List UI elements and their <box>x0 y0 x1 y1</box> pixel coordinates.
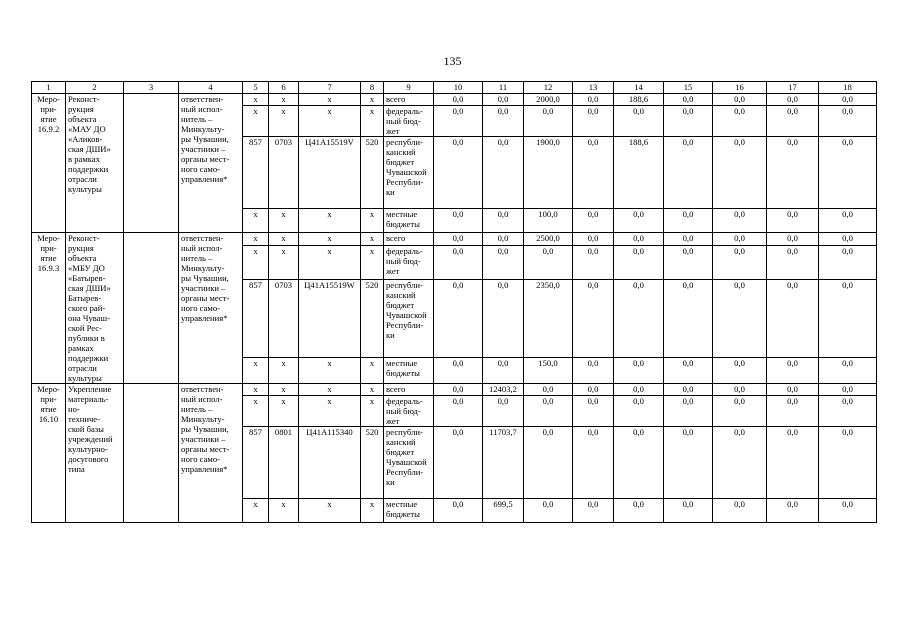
header-cell: 10 <box>434 82 483 94</box>
code-cell: x <box>361 94 384 106</box>
value-cell: 0,0 <box>767 137 819 209</box>
value-cell: 0,0 <box>713 233 767 246</box>
header-cell: 12 <box>524 82 573 94</box>
value-cell: 0,0 <box>819 499 877 523</box>
value-cell: 0,0 <box>614 384 664 396</box>
executor-cell: ответствен- ный испол- нитель – Минкульту- ры Чувашии, участники – органы мест- ного само- управления* <box>179 233 243 384</box>
header-cell: 13 <box>573 82 614 94</box>
value-cell: 0,0 <box>664 357 713 383</box>
code-cell: x <box>243 94 269 106</box>
funding-source: всего <box>384 384 434 396</box>
code-cell: x <box>243 246 269 280</box>
code-cell: x <box>299 499 361 523</box>
header-cell: 1 <box>32 82 66 94</box>
value-cell: 0,0 <box>819 427 877 499</box>
code-cell: 857 <box>243 427 269 499</box>
value-cell: 0,0 <box>713 246 767 280</box>
value-cell: 0,0 <box>434 499 483 523</box>
header-cell: 14 <box>614 82 664 94</box>
value-cell: 188,6 <box>614 137 664 209</box>
code-cell: 0703 <box>269 137 299 209</box>
value-cell: 0,0 <box>767 396 819 427</box>
code-cell: 0703 <box>269 279 299 357</box>
code-cell: x <box>361 396 384 427</box>
value-cell: 11703,7 <box>483 427 524 499</box>
value-cell: 0,0 <box>524 246 573 280</box>
value-cell: 188,6 <box>614 94 664 106</box>
value-cell: 0,0 <box>664 137 713 209</box>
value-cell: 699,5 <box>483 499 524 523</box>
code-cell: x <box>269 106 299 137</box>
value-cell: 0,0 <box>573 427 614 499</box>
value-cell: 0,0 <box>434 94 483 106</box>
value-cell: 0,0 <box>713 106 767 137</box>
code-cell: 520 <box>361 137 384 209</box>
code-cell: x <box>269 233 299 246</box>
value-cell: 0,0 <box>573 396 614 427</box>
value-cell: 0,0 <box>483 209 524 233</box>
value-cell: 0,0 <box>434 357 483 383</box>
value-cell: 12403,2 <box>483 384 524 396</box>
value-cell: 0,0 <box>664 384 713 396</box>
value-cell: 0,0 <box>434 279 483 357</box>
header-row <box>32 82 877 94</box>
value-cell: 0,0 <box>767 106 819 137</box>
value-cell: 0,0 <box>767 233 819 246</box>
value-cell: 0,0 <box>713 396 767 427</box>
code-cell: x <box>243 106 269 137</box>
value-cell: 0,0 <box>614 279 664 357</box>
value-cell: 0,0 <box>573 209 614 233</box>
code-cell: x <box>361 106 384 137</box>
value-cell: 0,0 <box>819 94 877 106</box>
value-cell: 0,0 <box>664 499 713 523</box>
header-cell: 2 <box>66 82 124 94</box>
code-cell: 520 <box>361 279 384 357</box>
code-cell: x <box>361 246 384 280</box>
code-cell: 0801 <box>269 427 299 499</box>
value-cell: 0,0 <box>573 384 614 396</box>
header-cell: 18 <box>819 82 877 94</box>
code-cell: x <box>299 233 361 246</box>
value-cell: 0,0 <box>614 209 664 233</box>
funding-source: федераль- ный бюд- жет <box>384 246 434 280</box>
funding-source: федераль- ный бюд- жет <box>384 106 434 137</box>
header-cell: 8 <box>361 82 384 94</box>
value-cell: 0,0 <box>573 233 614 246</box>
value-cell: 0,0 <box>573 137 614 209</box>
value-cell: 0,0 <box>664 396 713 427</box>
code-cell: x <box>269 246 299 280</box>
value-cell: 0,0 <box>524 499 573 523</box>
value-cell: 0,0 <box>767 209 819 233</box>
value-cell: 0,0 <box>524 106 573 137</box>
empty-cell <box>124 233 179 384</box>
code-cell: x <box>299 396 361 427</box>
code-cell: 857 <box>243 279 269 357</box>
value-cell: 0,0 <box>713 209 767 233</box>
value-cell: 0,0 <box>819 246 877 280</box>
value-cell: 0,0 <box>664 279 713 357</box>
description-cell: Реконст- рукция объекта «МАУ ДО «Аликов- ская ДШИ» в рамках поддержки отрасли культуры <box>66 94 124 233</box>
measure-cell: Меро- при- ятие 16.9.2 <box>32 94 66 233</box>
code-cell: x <box>243 396 269 427</box>
value-cell: 0,0 <box>434 106 483 137</box>
value-cell: 0,0 <box>614 396 664 427</box>
header-cell: 9 <box>384 82 434 94</box>
code-cell: Ц41А115340 <box>299 427 361 499</box>
executor-cell: ответствен- ный испол- нитель – Минкульту- ры Чувашии, участники – органы мест- ного само- управления* <box>179 384 243 523</box>
funding-source: местные бюджеты <box>384 357 434 383</box>
value-cell: 0,0 <box>713 427 767 499</box>
header-cell: 6 <box>269 82 299 94</box>
empty-cell <box>124 94 179 233</box>
table-row <box>32 94 877 106</box>
code-cell: x <box>269 384 299 396</box>
value-cell: 0,0 <box>713 499 767 523</box>
value-cell: 0,0 <box>713 279 767 357</box>
value-cell: 0,0 <box>483 94 524 106</box>
funding-source: всего <box>384 94 434 106</box>
value-cell: 0,0 <box>573 279 614 357</box>
value-cell: 0,0 <box>483 357 524 383</box>
code-cell: x <box>299 357 361 383</box>
value-cell: 0,0 <box>664 209 713 233</box>
funding-source: республи- канский бюджет Чувашской Республи- ки <box>384 427 434 499</box>
value-cell: 2500,0 <box>524 233 573 246</box>
code-cell: 520 <box>361 427 384 499</box>
value-cell: 0,0 <box>819 279 877 357</box>
value-cell: 0,0 <box>767 357 819 383</box>
value-cell: 0,0 <box>524 427 573 499</box>
value-cell: 0,0 <box>573 499 614 523</box>
code-cell: x <box>243 499 269 523</box>
value-cell: 0,0 <box>614 427 664 499</box>
measure-cell: Меро- при- ятие 16.9.3 <box>32 233 66 384</box>
code-cell: Ц41А15519W <box>299 279 361 357</box>
funding-source: республи- канский бюджет Чувашской Республи- ки <box>384 279 434 357</box>
value-cell: 0,0 <box>524 384 573 396</box>
header-cell: 4 <box>179 82 243 94</box>
value-cell: 0,0 <box>573 94 614 106</box>
page-number: 135 <box>443 54 462 68</box>
value-cell: 0,0 <box>767 246 819 280</box>
value-cell: 0,0 <box>767 427 819 499</box>
code-cell: x <box>299 246 361 280</box>
funding-source: местные бюджеты <box>384 209 434 233</box>
value-cell: 0,0 <box>573 246 614 280</box>
value-cell: 2000,0 <box>524 94 573 106</box>
value-cell: 150,0 <box>524 357 573 383</box>
value-cell: 0,0 <box>434 246 483 280</box>
value-cell: 0,0 <box>819 209 877 233</box>
code-cell: x <box>269 94 299 106</box>
value-cell: 0,0 <box>483 106 524 137</box>
funding-source: федераль- ный бюд- жет <box>384 396 434 427</box>
code-cell: x <box>299 384 361 396</box>
value-cell: 0,0 <box>434 396 483 427</box>
measure-cell: Меро- при- ятие 16.10 <box>32 384 66 523</box>
code-cell: x <box>299 94 361 106</box>
value-cell: 100,0 <box>524 209 573 233</box>
executor-cell: ответствен- ный испол- нитель – Минкульту- ры Чувашии, участники – органы мест- ного само- управления* <box>179 94 243 233</box>
header-cell: 17 <box>767 82 819 94</box>
value-cell: 0,0 <box>483 396 524 427</box>
value-cell: 0,0 <box>614 357 664 383</box>
funding-source: всего <box>384 233 434 246</box>
value-cell: 0,0 <box>819 357 877 383</box>
value-cell: 0,0 <box>767 384 819 396</box>
value-cell: 0,0 <box>767 94 819 106</box>
value-cell: 0,0 <box>664 106 713 137</box>
table-row <box>32 233 877 246</box>
value-cell: 0,0 <box>819 106 877 137</box>
value-cell: 0,0 <box>573 106 614 137</box>
value-cell: 0,0 <box>664 427 713 499</box>
table-row <box>32 384 877 396</box>
value-cell: 0,0 <box>819 396 877 427</box>
value-cell: 1900,0 <box>524 137 573 209</box>
value-cell: 0,0 <box>434 384 483 396</box>
code-cell: x <box>361 384 384 396</box>
value-cell: 0,0 <box>713 384 767 396</box>
value-cell: 0,0 <box>614 106 664 137</box>
code-cell: x <box>299 209 361 233</box>
header-cell: 7 <box>299 82 361 94</box>
value-cell: 0,0 <box>713 357 767 383</box>
code-cell: x <box>361 233 384 246</box>
value-cell: 0,0 <box>767 499 819 523</box>
value-cell: 0,0 <box>713 94 767 106</box>
value-cell: 0,0 <box>524 396 573 427</box>
code-cell: x <box>243 233 269 246</box>
value-cell: 0,0 <box>713 137 767 209</box>
description-cell: Реконст- рукция объекта «МБУ ДО «Батырев- ская ДШИ» Батырев- ского рай- она Чуваш- ской Рес- публики в рамках поддержки отрасли культуры <box>66 233 124 384</box>
description-cell: Укрепление материаль- но- техниче- ской базы учреждений культурно- досугового типа <box>66 384 124 523</box>
code-cell: x <box>243 384 269 396</box>
value-cell: 0,0 <box>434 233 483 246</box>
code-cell: x <box>243 209 269 233</box>
code-cell: x <box>269 209 299 233</box>
header-cell: 16 <box>713 82 767 94</box>
value-cell: 0,0 <box>483 233 524 246</box>
header-cell: 3 <box>124 82 179 94</box>
value-cell: 0,0 <box>483 246 524 280</box>
code-cell: x <box>299 106 361 137</box>
budget-table <box>31 81 877 523</box>
code-cell: x <box>269 396 299 427</box>
value-cell: 0,0 <box>434 137 483 209</box>
value-cell: 0,0 <box>664 246 713 280</box>
funding-source: республи- канский бюджет Чувашской Республи- ки <box>384 137 434 209</box>
code-cell: x <box>269 357 299 383</box>
value-cell: 0,0 <box>434 427 483 499</box>
value-cell: 0,0 <box>614 246 664 280</box>
value-cell: 0,0 <box>819 384 877 396</box>
value-cell: 0,0 <box>819 137 877 209</box>
value-cell: 0,0 <box>664 233 713 246</box>
header-cell: 5 <box>243 82 269 94</box>
value-cell: 0,0 <box>767 279 819 357</box>
code-cell: Ц41А15519V <box>299 137 361 209</box>
code-cell: x <box>243 357 269 383</box>
value-cell: 0,0 <box>573 357 614 383</box>
code-cell: x <box>269 499 299 523</box>
value-cell: 2350,0 <box>524 279 573 357</box>
value-cell: 0,0 <box>614 499 664 523</box>
empty-cell <box>124 384 179 523</box>
value-cell: 0,0 <box>664 94 713 106</box>
value-cell: 0,0 <box>483 279 524 357</box>
code-cell: 857 <box>243 137 269 209</box>
code-cell: x <box>361 499 384 523</box>
value-cell: 0,0 <box>614 233 664 246</box>
header-cell: 11 <box>483 82 524 94</box>
funding-source: местные бюджеты <box>384 499 434 523</box>
value-cell: 0,0 <box>434 209 483 233</box>
code-cell: x <box>361 209 384 233</box>
code-cell: x <box>361 357 384 383</box>
header-cell: 15 <box>664 82 713 94</box>
value-cell: 0,0 <box>483 137 524 209</box>
value-cell: 0,0 <box>819 233 877 246</box>
